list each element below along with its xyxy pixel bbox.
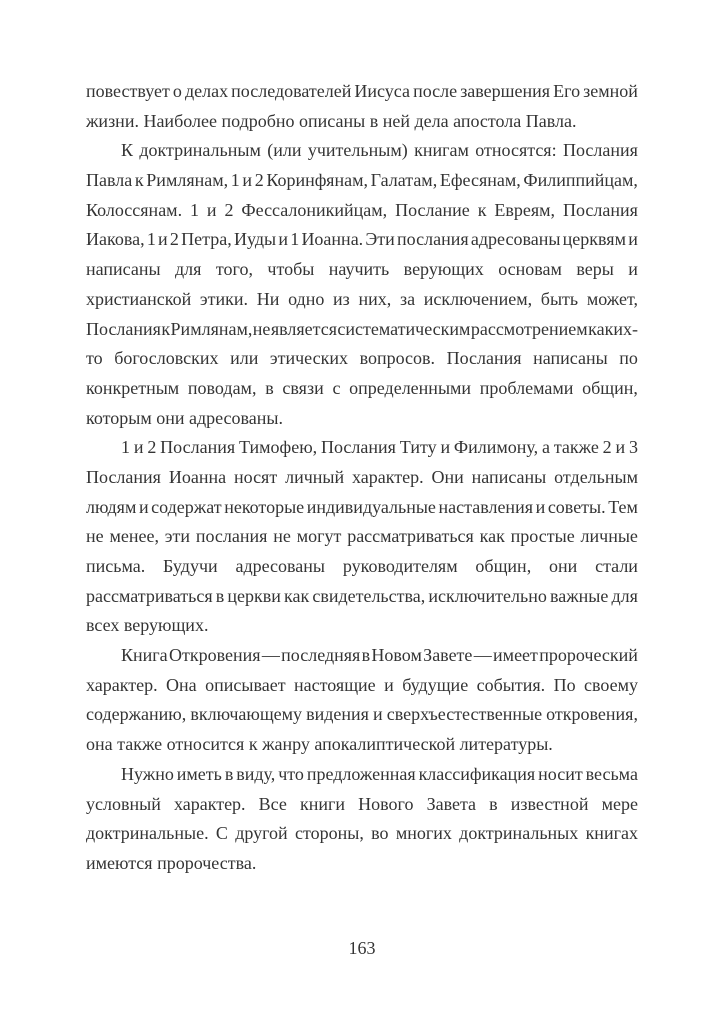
word: рассматриваться [347,526,474,547]
word: вопросов. [359,348,436,369]
word: Иуды [233,229,277,250]
word: предложенная [306,763,416,784]
word: к [134,170,144,191]
word: весьма [585,763,638,784]
word: послания [195,526,268,547]
word: Его [553,81,581,101]
word: Тимофею, [238,437,318,458]
text-line [86,819,638,849]
word: повествует [86,81,170,101]
word: и [628,229,638,250]
word: церквям [562,229,626,250]
word: не [252,318,271,339]
word: одно [288,288,325,309]
word: конкретным [86,377,180,398]
word: другой [235,823,288,844]
word: общин, [475,556,532,576]
word: по [619,348,638,369]
word: виду, [236,763,276,784]
word: то [86,348,103,369]
word: общин, [582,377,638,398]
word: Ефесянам, [439,170,521,191]
word: и [373,704,383,725]
word: связи [282,377,324,398]
word: 1 [290,229,300,250]
word: 2 [169,229,179,250]
word: основам [498,259,562,280]
word: с [332,377,341,398]
word: Иоанна [168,466,227,487]
word: Римлянам, [146,170,229,191]
word: личный [285,466,345,487]
word: и [242,170,253,191]
text-line [86,166,638,196]
word: известной [510,793,589,814]
word: настоящие [294,674,376,695]
word: Тем [608,496,638,517]
word: 3 [629,437,638,458]
word: в [361,645,371,666]
word: и [278,229,288,250]
word: написаны [471,466,547,487]
word: и [133,437,144,458]
word: Ни [256,288,280,309]
text-line [86,433,638,463]
word: важные [549,585,609,606]
word: Послание [395,199,470,220]
word: Послания [160,437,236,458]
text-line [86,196,638,226]
word: Галатам, [370,170,438,191]
word: Послания [320,437,396,458]
word: написаны [86,259,161,280]
word: Послания [86,466,161,487]
word: является [270,318,337,339]
word: в [265,377,274,398]
word: Филимону, [453,437,539,458]
word: этических [269,348,348,369]
word: 2 [147,437,157,458]
word: Титу [399,437,437,458]
word: 1 [230,170,240,191]
word: носят [233,466,278,487]
word: как [479,526,505,547]
word: мере [601,793,638,814]
word: что [278,763,304,784]
word: условный [86,793,161,814]
word: и [158,229,168,250]
word: в [215,585,225,606]
word: 1 [190,199,199,220]
word: богословских [114,348,219,369]
word: некоторые [224,496,305,517]
word: в [224,763,234,784]
word: них, [358,288,392,309]
text-line: жизни. Наиболее подробно описаны в ней дела апостола Павла. [86,110,577,131]
word: проблемами [479,377,574,398]
word: доктринальные. [86,823,209,844]
word: после [413,81,458,101]
word: земной [583,81,638,101]
word: исключительно [428,585,547,606]
word: и [440,437,451,458]
word: индивидуальные [306,496,436,517]
text-line: которым они адресованы. [86,407,284,428]
word: стали [595,556,638,576]
word: Они [431,466,464,487]
word: во [371,823,389,844]
word: менее, [109,526,159,547]
word: сверхъестественные [386,704,543,725]
word: Петра, [181,229,232,250]
word: каких- [588,318,638,339]
word: рассмотрением [470,318,588,339]
word: — [261,645,280,666]
word: Колоссянам. [86,199,183,220]
word: Коринфянам, [266,170,368,191]
word: С [215,823,228,844]
word: учительным) [307,140,408,161]
word: к [477,199,487,220]
word: Послания [86,318,161,339]
word: послания [397,229,469,250]
word: содержанию, [86,704,187,725]
word: Нужно [121,763,174,784]
word: Иакова, [86,229,145,250]
text-block [86,77,638,879]
word: простые [510,526,575,547]
word: описывает [205,674,286,695]
word: отдельным [554,466,638,487]
word: содержат [151,496,222,517]
word: многих [395,823,452,844]
word: книгах [585,823,638,844]
word: поводам, [187,377,257,398]
word: верующих [403,259,484,280]
word: и [206,199,217,220]
word: характер. [352,466,424,487]
word: имеет [493,645,538,666]
word: написаны [533,348,608,369]
word: Филиппийцам, [523,170,638,191]
text-line [86,315,638,345]
word: быть [540,288,579,309]
word: иметь [176,763,222,784]
word: наставления [438,496,533,517]
word: книги [300,793,346,814]
word: Римлянам, [170,318,253,339]
text-line [86,344,638,374]
word: веры [576,259,614,280]
word: или [230,348,259,369]
word: Завета [426,793,477,814]
word: руководителям [342,556,458,576]
word: письма. [86,556,146,576]
word: завершения [460,81,551,101]
word: относятся: [475,140,557,161]
word: события. [476,674,546,695]
word: последняя [281,645,361,666]
word: советы. [547,496,606,517]
word: 2 [254,170,264,191]
word: к [161,318,171,339]
word: рассматриваться [86,585,213,606]
word: Книга [121,645,168,666]
text-line [86,760,638,790]
word: Нового [358,793,414,814]
word: определенными [349,377,472,398]
word: научить [328,259,390,280]
word: для [175,259,202,280]
word: людям [86,496,137,517]
text-line [86,225,638,255]
word: книгам [414,140,469,161]
word: того, [215,259,253,280]
word: этики. [199,288,249,309]
word: исключением, [423,288,533,309]
text-line [86,641,638,671]
word: откровения, [546,704,638,725]
word: 1 [146,229,156,250]
word: как [283,585,310,606]
word: а [541,437,550,458]
word: Будучи [163,556,218,576]
text-line [86,700,638,730]
word: за [399,288,416,309]
text-line: имеются пророчества. [86,852,257,873]
word: из [333,288,350,309]
word: для [611,585,638,606]
word: Фессалоникийцам, [241,199,388,220]
word: характер. [86,674,158,695]
word: о [172,81,182,101]
word: церкви [227,585,281,606]
word: и [615,437,626,458]
text-line: она также относится к жанру апокалиптической литературы. [86,734,553,755]
word: личные [580,526,638,547]
word: Новом [371,645,422,666]
page-number: 163 [348,938,376,958]
word: Послания [562,140,638,161]
word: последователей [231,81,352,101]
word: 2 [602,437,612,458]
text-line [86,671,638,701]
word: могут [296,526,342,547]
word: 2 [224,199,234,220]
text-line [86,374,638,404]
word: стороны, [294,823,364,844]
word: христианской [86,288,192,309]
word: Иоанна. [301,229,364,250]
text-line: всех верующих. [86,615,209,636]
word: классификация [418,763,536,784]
word: Все [258,793,287,814]
word: может, [586,288,638,309]
text-line [86,136,638,166]
word: своему [584,674,638,695]
word: и [384,674,394,695]
word: они [549,556,578,576]
word: 1 [121,437,130,458]
word: и [138,496,149,517]
word: Завете [423,645,473,666]
word: Эти [365,229,395,250]
word: Послания [446,348,522,369]
text-line [86,285,638,315]
word: пророческий [539,645,638,666]
word: будущие [402,674,469,695]
text-line [86,552,638,582]
text-line [86,493,638,523]
word: видения [306,704,369,725]
word: в [489,793,498,814]
word: не [86,526,104,547]
word: К [121,140,134,161]
word: (или [267,140,302,161]
text-line [86,790,638,820]
word: Послания [562,199,638,220]
word: Она [166,674,197,695]
word: Евреям, [494,199,556,220]
word: чтобы [267,259,315,280]
word: доктринальных [459,823,579,844]
word: не [273,526,291,547]
text-line [86,255,638,285]
word: — [473,645,492,666]
word: характер. [173,793,246,814]
word: и [535,496,546,517]
word: также [553,437,599,458]
word: и [628,259,638,280]
text-line [86,582,638,612]
word: делах [184,81,229,101]
text-line [86,77,638,107]
word: Павла [86,170,133,191]
word: систематическим [337,318,471,339]
word: доктринальным [139,140,261,161]
text-line [86,463,638,493]
word: Иисуса [354,81,411,101]
word: Откровения [168,645,261,666]
word: свидетельства, [312,585,426,606]
text-line [86,522,638,552]
word: эти [164,526,191,547]
word: По [553,674,576,695]
word: адресованы [470,229,561,250]
word: адресованы [235,556,326,576]
word: носит [538,763,583,784]
word: включающему [190,704,303,725]
